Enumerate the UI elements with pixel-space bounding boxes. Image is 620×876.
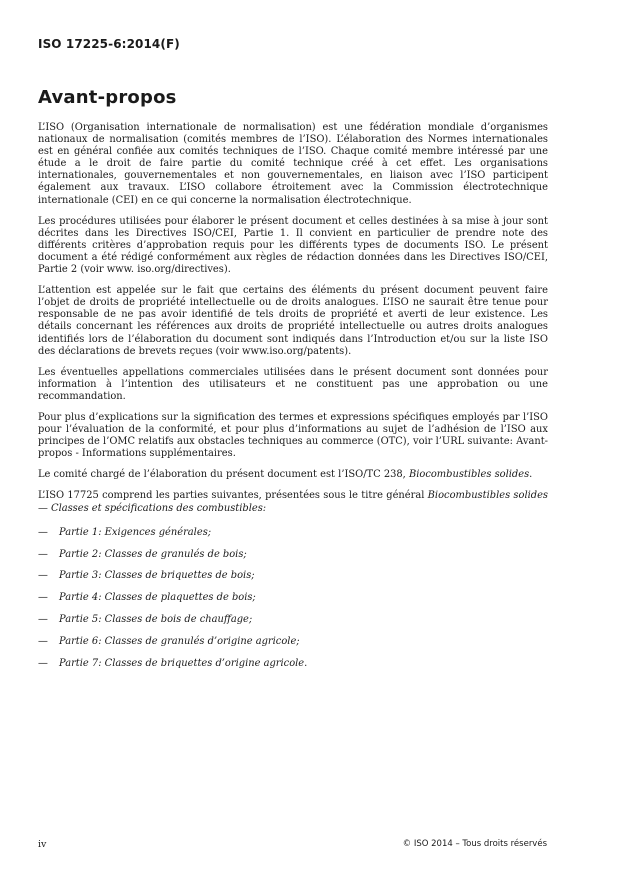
paragraph: Pour plus d’explications sur la signification des termes et expressions spécifiques employés par l’ISO pour l’évaluation de la conformité, et pour plus d’informations au sujet de l’adhésion de l’ISO aux principes de l’OMC relatifs aux obstacles techniques au commerce (OTC), voir l’URL suivante: Avant-propos - Informations supplémentaires. <box>38 411 548 460</box>
dash: — <box>38 526 48 538</box>
committee-text: Le comité chargé de l’élaboration du présent document est l’ISO/TC 238, <box>38 469 409 481</box>
paragraph: Les éventuelles appellations commerciales utilisées dans le présent document sont données pour information à l’intention des utilisateurs et ne constituent pas une approbation ou une recommandation. <box>38 366 548 402</box>
list-item <box>38 614 548 626</box>
paragraph: L’ISO (Organisation internationale de normalisation) est une fédération mondiale d’organismes nationaux de normalisation (comités membres de l’ISO). L’élaboration des Normes internationales est en général confiée aux comités techniques de l’ISO. Chaque comité membre intéressé par une étude a le droit de faire partie du comité technique créé à cet effet. Les organisations internationales, gouvernementales et non gouvernementales, en liaison avec l’ISO participent également aux travaux. L’ISO collabore étroitement avec la Commission électrotechnique internationale (CEI) en ce qui concerne la normalisation électrotechnique. <box>38 122 548 206</box>
list-item <box>38 658 548 670</box>
dash: — <box>38 636 48 648</box>
list-item <box>38 570 548 582</box>
list-item <box>38 527 548 539</box>
list-item <box>38 636 548 648</box>
part-label: Partie 3: Classes de briquettes de bois; <box>59 570 255 582</box>
part-label: Partie 4: Classes de plaquettes de bois; <box>59 592 256 604</box>
dash: — <box>38 592 48 604</box>
paragraph: Les procédures utilisées pour élaborer le présent document et celles destinées à sa mise à jour sont décrites dans les Directives ISO/CEI, Partie 1. Il convient en particulier de prendre note des différents critères d’approbation requis pour les différents types de documents ISO. Le présent document a été rédigé conformément aux règles de rédaction données dans les Directives ISO/CEI, Partie 2 (voir www. iso.org/directives). <box>38 215 548 276</box>
dash: — <box>38 548 48 560</box>
parts-list <box>38 527 548 670</box>
part-label: Partie 7: Classes de briquettes d’origine agricole. <box>59 657 308 669</box>
committee-end: . <box>529 469 533 481</box>
copyright: © ISO 2014 – Tous droits réservés <box>402 839 547 849</box>
series-title: Biocombustibles solides — Classes et spécifications des combustibles: <box>38 490 548 514</box>
list-item <box>38 592 548 604</box>
dash: — <box>38 657 48 669</box>
list-item <box>38 549 548 561</box>
part-label: Partie 1: Exigences générales; <box>59 526 212 538</box>
document-body <box>38 122 548 680</box>
part-label: Partie 2: Classes de granulés de bois; <box>59 548 247 560</box>
paragraph: L’attention est appelée sur le fait que certains des éléments du présent document peuvent faire l’objet de droits de propriété intellectuelle ou de droits analogues. L’ISO ne saurait être tenue pour responsable de ne pas avoir identifié de tels droits de propriété et averti de leur existence. Les détails concernant les références aux droits de propriété intellectuelle ou autres droits analogues identifiés lors de l’élaboration du document sont indiqués dans l’Introduction et/ou sur la liste ISO des déclarations de brevets reçues (voir www.iso.org/patents). <box>38 285 548 357</box>
dash: — <box>38 614 48 626</box>
dash: — <box>38 570 48 582</box>
committee-paragraph <box>38 469 548 481</box>
part-label: Partie 5: Classes de bois de chauffage; <box>59 614 253 626</box>
committee-name: Biocombustibles solides <box>408 469 530 481</box>
series-text: L’ISO 17725 comprend les parties suivantes, présentées sous le titre général <box>38 490 428 502</box>
page-number: iv <box>38 839 47 850</box>
page-title: Avant-propos <box>38 87 177 108</box>
part-label: Partie 6: Classes de granulés d’origine agricole; <box>59 636 300 648</box>
series-paragraph <box>38 490 548 514</box>
document-id: ISO 17225-6:2014(F) <box>38 37 180 51</box>
